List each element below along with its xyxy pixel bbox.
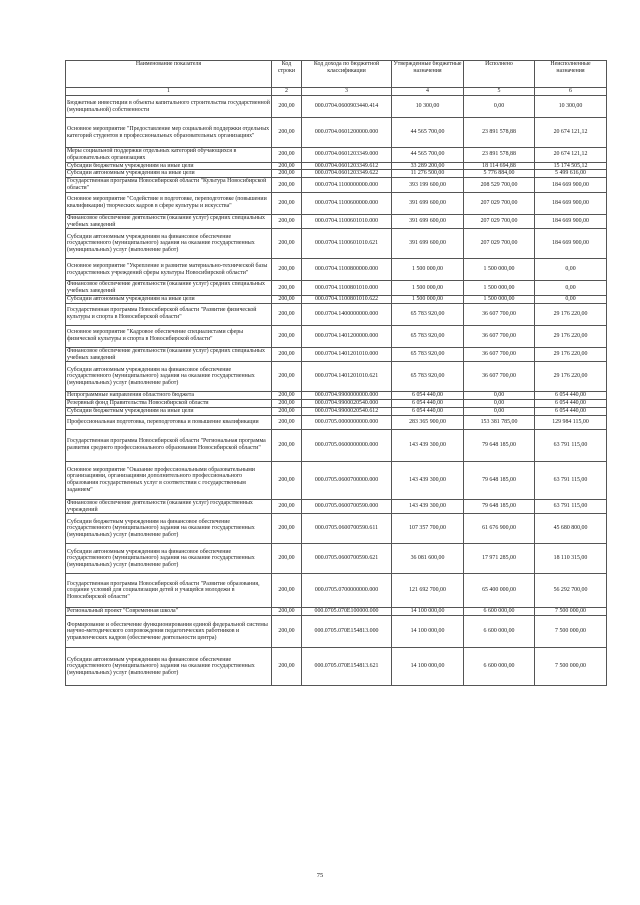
row-line-code: 200,00 xyxy=(272,148,302,163)
row-income-code: 000.0704.1100801010.000 xyxy=(302,281,392,296)
row-income-code: 000.0704.0601203349.622 xyxy=(302,170,392,178)
row-approved: 143 439 300,00 xyxy=(392,499,464,514)
row-unexecuted: 56 292 700,00 xyxy=(535,574,607,608)
table-row xyxy=(66,170,607,178)
table-row xyxy=(66,162,607,170)
row-line-code: 200,00 xyxy=(272,96,302,118)
row-line-code: 200,00 xyxy=(272,229,302,259)
row-income-code: 000.0705.0600700590.000 xyxy=(302,499,392,514)
row-income-code: 000.0704.1100800000.000 xyxy=(302,259,392,281)
header-unexecuted: Неисполненные назначения xyxy=(535,61,607,88)
row-name: Субсидии автономным учреждениям на финансовое обеспечение государственного (муниципального) задания на оказание государственных (муниципальных) услуг (выполнение работ) xyxy=(66,229,272,259)
row-name: Основное мероприятие "Содействие в подготовке, переподготовке (повышении квалификации) творческих кадров в сфере культуры и искусства" xyxy=(66,192,272,214)
row-income-code: 000.0704.1401201010.000 xyxy=(302,347,392,362)
row-income-code: 000.0704.1401201010.621 xyxy=(302,362,392,392)
row-income-code: 000.0704.0601203349.000 xyxy=(302,148,392,163)
row-executed: 36 607 700,00 xyxy=(464,325,535,347)
table-row xyxy=(66,192,607,214)
row-approved: 143 439 300,00 xyxy=(392,461,464,499)
row-executed: 6 600 000,00 xyxy=(464,648,535,686)
row-executed: 79 648 185,00 xyxy=(464,461,535,499)
column-number-row xyxy=(66,88,607,96)
row-name: Субсидии автономным учреждениям на финансовое обеспечение государственного (муниципального) задания на оказание государственных (муниципальных) услуг (выполнение работ) xyxy=(66,362,272,392)
row-approved: 1 500 000,00 xyxy=(392,259,464,281)
row-approved: 65 783 920,00 xyxy=(392,347,464,362)
row-name: Субсидии автономным учреждениям на финансовое обеспечение государственного (муниципального) задания на оказание государственных (муниципальных) услуг (выполнение работ) xyxy=(66,544,272,574)
column-number: 4 xyxy=(392,88,464,96)
row-approved: 391 699 600,00 xyxy=(392,229,464,259)
row-executed: 207 029 700,00 xyxy=(464,229,535,259)
row-approved: 393 199 600,00 xyxy=(392,178,464,193)
row-line-code: 200,00 xyxy=(272,648,302,686)
table-row xyxy=(66,407,607,415)
row-executed: 36 607 700,00 xyxy=(464,347,535,362)
row-executed: 1 500 000,00 xyxy=(464,295,535,303)
row-unexecuted: 18 110 315,00 xyxy=(535,544,607,574)
row-income-code: 000.0705.0600700000.000 xyxy=(302,461,392,499)
row-unexecuted: 63 791 115,00 xyxy=(535,429,607,461)
table-row xyxy=(66,148,607,163)
row-approved: 143 439 300,00 xyxy=(392,429,464,461)
table-row xyxy=(66,259,607,281)
row-name: Основное мероприятие "Оказание профессиональными образовательными организациями, организациями дополнительного профессионального образования государственных услуг в соответствии с государственным заданием" xyxy=(66,461,272,499)
row-unexecuted: 29 176 220,00 xyxy=(535,325,607,347)
row-executed: 207 029 700,00 xyxy=(464,192,535,214)
row-executed: 17 971 285,00 xyxy=(464,544,535,574)
row-executed: 79 648 185,00 xyxy=(464,499,535,514)
table-row xyxy=(66,400,607,408)
row-executed: 207 029 700,00 xyxy=(464,214,535,229)
row-name: Основное мероприятие "Укрепление и развитие материально-технической базы государственных учреждений сферы культуры Новосибирской области" xyxy=(66,259,272,281)
row-income-code: 000.0705.0600000000.000 xyxy=(302,429,392,461)
table-row xyxy=(66,514,607,544)
row-name: Государственная программа Новосибирской области "Развитие образования, создание условий для социализации детей и учащейся молодежи в Новосибирской области" xyxy=(66,574,272,608)
row-approved: 44 565 700,00 xyxy=(392,118,464,148)
row-name: Субсидии автономным учреждениям на иные цели xyxy=(66,170,272,178)
row-income-code: 000.0704.9900000000.000 xyxy=(302,392,392,400)
row-unexecuted: 6 054 440,00 xyxy=(535,400,607,408)
row-unexecuted: 45 680 800,00 xyxy=(535,514,607,544)
table-row xyxy=(66,616,607,648)
row-unexecuted: 63 791 115,00 xyxy=(535,461,607,499)
row-unexecuted: 0,00 xyxy=(535,295,607,303)
row-line-code: 200,00 xyxy=(272,118,302,148)
table-row xyxy=(66,303,607,325)
row-line-code: 200,00 xyxy=(272,407,302,415)
row-unexecuted: 0,00 xyxy=(535,281,607,296)
row-approved: 14 100 000,00 xyxy=(392,648,464,686)
row-executed: 18 114 694,88 xyxy=(464,162,535,170)
row-line-code: 200,00 xyxy=(272,415,302,429)
table-row xyxy=(66,544,607,574)
row-income-code: 000.0704.1100601010.000 xyxy=(302,214,392,229)
row-executed: 0,00 xyxy=(464,392,535,400)
row-income-code: 000.0704.1100000000.000 xyxy=(302,178,392,193)
row-line-code: 200,00 xyxy=(272,178,302,193)
row-income-code: 000.0705.0600700590.611 xyxy=(302,514,392,544)
row-executed: 79 648 185,00 xyxy=(464,429,535,461)
row-approved: 6 054 440,00 xyxy=(392,392,464,400)
row-income-code: 000.0704.9900020540.000 xyxy=(302,400,392,408)
row-line-code: 200,00 xyxy=(272,214,302,229)
row-executed: 0,00 xyxy=(464,96,535,118)
row-unexecuted: 7 500 000,00 xyxy=(535,616,607,648)
row-approved: 65 783 920,00 xyxy=(392,303,464,325)
row-approved: 11 276 500,00 xyxy=(392,170,464,178)
row-name: Основное мероприятие "Кадровое обеспечение специалистами сферы физической культуры и спорта в Новосибирской области" xyxy=(66,325,272,347)
table-row xyxy=(66,499,607,514)
row-executed: 5 776 884,00 xyxy=(464,170,535,178)
row-approved: 1 500 000,00 xyxy=(392,295,464,303)
row-name: Формирование и обеспечение функционирования единой федеральной системы научно-методического сопровождения педагогических работников и управленческих кадров (обеспечение деятельности центра) xyxy=(66,616,272,648)
table-row xyxy=(66,96,607,118)
row-executed: 153 381 785,00 xyxy=(464,415,535,429)
table-row xyxy=(66,229,607,259)
row-line-code: 200,00 xyxy=(272,574,302,608)
table-row xyxy=(66,178,607,193)
row-approved: 107 357 700,00 xyxy=(392,514,464,544)
row-executed: 23 891 578,88 xyxy=(464,148,535,163)
row-approved: 1 500 000,00 xyxy=(392,281,464,296)
table-row xyxy=(66,362,607,392)
row-executed: 1 500 000,00 xyxy=(464,281,535,296)
row-approved: 14 100 000,00 xyxy=(392,608,464,616)
row-name: Государственная программа Новосибирской области "Культура Новосибирской области" xyxy=(66,178,272,193)
row-executed: 1 500 000,00 xyxy=(464,259,535,281)
row-line-code: 200,00 xyxy=(272,281,302,296)
row-line-code: 200,00 xyxy=(272,162,302,170)
column-number: 1 xyxy=(66,88,272,96)
table-row xyxy=(66,281,607,296)
table-body xyxy=(66,96,607,686)
row-income-code: 000.0705.0700000000.000 xyxy=(302,574,392,608)
column-number: 2 xyxy=(272,88,302,96)
row-unexecuted: 20 674 121,12 xyxy=(535,118,607,148)
row-unexecuted: 6 054 440,00 xyxy=(535,392,607,400)
row-approved: 391 699 600,00 xyxy=(392,192,464,214)
row-income-code: 000.0704.1100601010.621 xyxy=(302,229,392,259)
row-executed: 0,00 xyxy=(464,400,535,408)
table-row xyxy=(66,608,607,616)
row-line-code: 200,00 xyxy=(272,499,302,514)
row-income-code: 000.0704.0601200000.000 xyxy=(302,118,392,148)
column-number: 6 xyxy=(535,88,607,96)
column-number: 5 xyxy=(464,88,535,96)
row-unexecuted: 5 499 616,00 xyxy=(535,170,607,178)
budget-execution-table xyxy=(65,60,607,686)
row-unexecuted: 0,00 xyxy=(535,259,607,281)
row-line-code: 200,00 xyxy=(272,514,302,544)
row-approved: 10 300,00 xyxy=(392,96,464,118)
table-row xyxy=(66,295,607,303)
table-row xyxy=(66,415,607,429)
row-line-code: 200,00 xyxy=(272,303,302,325)
column-number: 3 xyxy=(302,88,392,96)
row-income-code: 000.0705.0600700590.621 xyxy=(302,544,392,574)
row-line-code: 200,00 xyxy=(272,616,302,648)
table-row xyxy=(66,347,607,362)
row-unexecuted: 29 176 220,00 xyxy=(535,347,607,362)
row-name: Меры социальной поддержки отдельных категорий обучающихся в образовательных организациях xyxy=(66,148,272,163)
row-income-code: 000.0705.070E154813.000 xyxy=(302,616,392,648)
row-name: Непрограммные направления областного бюджета xyxy=(66,392,272,400)
row-name: Субсидии бюджетным учреждениям на иные цели xyxy=(66,407,272,415)
row-executed: 36 607 700,00 xyxy=(464,303,535,325)
row-approved: 283 365 900,00 xyxy=(392,415,464,429)
row-line-code: 200,00 xyxy=(272,259,302,281)
table-row xyxy=(66,574,607,608)
row-name: Региональный проект "Современная школа" xyxy=(66,608,272,616)
row-approved: 14 100 000,00 xyxy=(392,616,464,648)
row-name: Основное мероприятие "Предоставление мер социальной поддержки отдельных категорий студентов в профессиональных образовательных организациях" xyxy=(66,118,272,148)
row-name: Резервный фонд Правительства Новосибирской области xyxy=(66,400,272,408)
row-line-code: 200,00 xyxy=(272,461,302,499)
row-line-code: 200,00 xyxy=(272,544,302,574)
row-name: Финансовое обеспечение деятельности (оказание услуг) средних специальных учебных заведений xyxy=(66,281,272,296)
table-row xyxy=(66,461,607,499)
row-approved: 65 783 920,00 xyxy=(392,362,464,392)
row-income-code: 000.0704.9900020540.612 xyxy=(302,407,392,415)
row-unexecuted: 63 791 115,00 xyxy=(535,499,607,514)
row-income-code: 000.0704.0600903440.414 xyxy=(302,96,392,118)
row-unexecuted: 7 500 000,00 xyxy=(535,608,607,616)
row-executed: 208 529 700,00 xyxy=(464,178,535,193)
row-approved: 121 692 700,00 xyxy=(392,574,464,608)
row-approved: 65 783 920,00 xyxy=(392,325,464,347)
row-name: Бюджетные инвестиции в объекты капитального строительства государственной (муниципальной) собственности xyxy=(66,96,272,118)
table-row xyxy=(66,392,607,400)
row-line-code: 200,00 xyxy=(272,347,302,362)
row-line-code: 200,00 xyxy=(272,392,302,400)
row-executed: 0,00 xyxy=(464,407,535,415)
table-row xyxy=(66,118,607,148)
row-line-code: 200,00 xyxy=(272,170,302,178)
row-executed: 23 891 578,88 xyxy=(464,118,535,148)
row-income-code: 000.0704.0601203349.612 xyxy=(302,162,392,170)
row-approved: 391 699 600,00 xyxy=(392,214,464,229)
row-line-code: 200,00 xyxy=(272,400,302,408)
row-executed: 6 600 000,00 xyxy=(464,616,535,648)
row-name: Государственная программа Новосибирской области "Развитие физической культуры и спорта в Новосибирской области" xyxy=(66,303,272,325)
row-approved: 44 565 700,00 xyxy=(392,148,464,163)
row-name: Субсидии автономным учреждениям на финансовое обеспечение государственного (муниципального) задания на оказание государственных (муниципальных) услуг (выполнение работ) xyxy=(66,648,272,686)
row-name: Государственная программа Новосибирской области "Региональная программа развития среднего профессионального образования Новосибирской области" xyxy=(66,429,272,461)
row-income-code: 000.0704.1100600000.000 xyxy=(302,192,392,214)
header-name: Наименование показателя xyxy=(66,61,272,88)
header-executed: Исполнено xyxy=(464,61,535,88)
row-approved: 6 054 440,00 xyxy=(392,407,464,415)
row-line-code: 200,00 xyxy=(272,295,302,303)
row-executed: 61 676 900,00 xyxy=(464,514,535,544)
row-unexecuted: 10 300,00 xyxy=(535,96,607,118)
row-name: Профессиональная подготовка, переподготовка и повышение квалификации xyxy=(66,415,272,429)
row-income-code: 000.0705.070E154813.621 xyxy=(302,648,392,686)
table-row xyxy=(66,325,607,347)
header-line-code: Код строки xyxy=(272,61,302,88)
row-name: Субсидии автономным учреждениям на иные цели xyxy=(66,295,272,303)
row-line-code: 200,00 xyxy=(272,192,302,214)
row-unexecuted: 129 984 115,00 xyxy=(535,415,607,429)
row-unexecuted: 29 176 220,00 xyxy=(535,362,607,392)
row-unexecuted: 7 500 000,00 xyxy=(535,648,607,686)
page-number: 75 xyxy=(316,872,324,879)
row-income-code: 000.0704.1400000000.000 xyxy=(302,303,392,325)
row-approved: 36 081 600,00 xyxy=(392,544,464,574)
row-line-code: 200,00 xyxy=(272,608,302,616)
row-unexecuted: 184 669 900,00 xyxy=(535,192,607,214)
row-executed: 6 600 000,00 xyxy=(464,608,535,616)
row-unexecuted: 6 054 440,00 xyxy=(535,407,607,415)
row-unexecuted: 15 174 505,12 xyxy=(535,162,607,170)
header-approved: Утвержденные бюджетные назначения xyxy=(392,61,464,88)
row-line-code: 200,00 xyxy=(272,429,302,461)
header-row xyxy=(66,61,607,88)
row-approved: 33 289 200,00 xyxy=(392,162,464,170)
row-name: Финансовое обеспечение деятельности (оказание услуг) средних специальных учебных заведений xyxy=(66,347,272,362)
row-unexecuted: 20 674 121,12 xyxy=(535,148,607,163)
row-line-code: 200,00 xyxy=(272,325,302,347)
row-unexecuted: 184 669 900,00 xyxy=(535,178,607,193)
table-row xyxy=(66,648,607,686)
row-approved: 6 054 440,00 xyxy=(392,400,464,408)
row-income-code: 000.0705.070E100000.000 xyxy=(302,608,392,616)
row-name: Субсидии бюджетным учреждениям на финансовое обеспечение государственного (муниципального) задания на оказание государственных (муниципальных) услуг (выполнение работ) xyxy=(66,514,272,544)
row-income-code: 000.0705.0000000000.000 xyxy=(302,415,392,429)
row-executed: 65 400 000,00 xyxy=(464,574,535,608)
row-name: Финансовое обеспечение деятельности (оказание услуг) средних специальных учебных заведений xyxy=(66,214,272,229)
row-executed: 36 607 700,00 xyxy=(464,362,535,392)
row-unexecuted: 184 669 900,00 xyxy=(535,229,607,259)
row-income-code: 000.0704.1100801010.622 xyxy=(302,295,392,303)
row-line-code: 200,00 xyxy=(272,362,302,392)
table-row xyxy=(66,429,607,461)
row-income-code: 000.0704.1401200000.000 xyxy=(302,325,392,347)
row-name: Финансовое обеспечение деятельности (оказание услуг) государственных учреждений xyxy=(66,499,272,514)
header-income-code: Код дохода по бюджетной классификации xyxy=(302,61,392,88)
row-unexecuted: 184 669 900,00 xyxy=(535,214,607,229)
table-row xyxy=(66,214,607,229)
row-unexecuted: 29 176 220,00 xyxy=(535,303,607,325)
row-name: Субсидии бюджетным учреждениям на иные цели xyxy=(66,162,272,170)
